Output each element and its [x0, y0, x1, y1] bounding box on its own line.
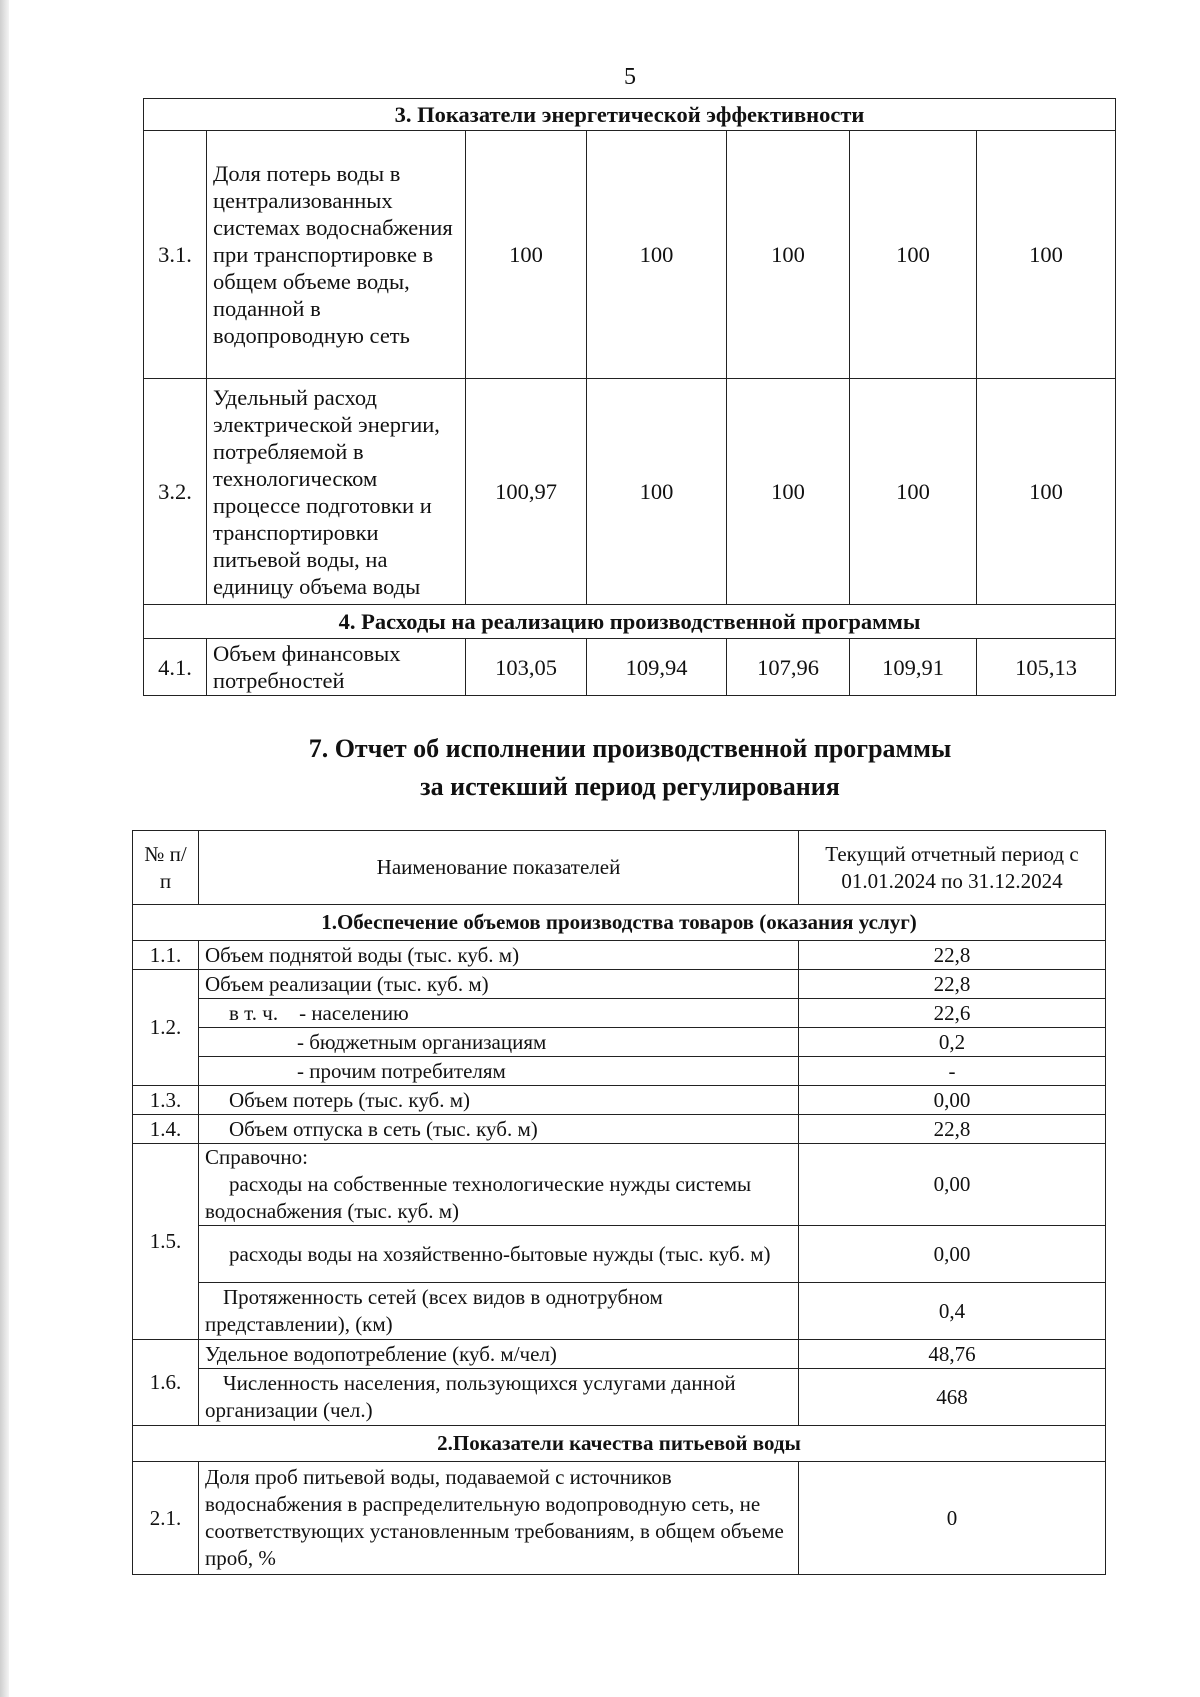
report-title [0, 730, 1200, 806]
row-number: 1.3. [133, 1086, 199, 1115]
table-row [144, 131, 1116, 379]
value-cell: 100 [977, 379, 1116, 605]
scan-edge [0, 0, 9, 1697]
row-number: 2.1. [133, 1462, 199, 1575]
table-row [133, 1340, 1106, 1369]
table-row [133, 1462, 1106, 1575]
table-row [144, 639, 1116, 696]
row-number: 1.6. [133, 1340, 199, 1426]
row-name-text: расходы на собственные технологические нужды системы водоснабжения (тыс. куб. м) [205, 1172, 752, 1223]
page-number: 5 [624, 64, 636, 90]
section-1-title: 1.Обеспечение объемов производства товаров (оказания услуг) [133, 905, 1106, 941]
value-cell: 22,6 [799, 999, 1106, 1028]
table-row [133, 1226, 1106, 1283]
value-cell: 100,97 [466, 379, 587, 605]
value-cell: 0,4 [799, 1283, 1106, 1340]
section-4-title: 4. Расходы на реализацию производственной программы [144, 605, 1116, 639]
table-row [133, 1369, 1106, 1426]
row-number: 4.1. [144, 639, 207, 696]
value-cell: 100 [587, 131, 727, 379]
row-name: Объем финансовых потребностей [207, 639, 466, 696]
value-cell: 0,00 [799, 1226, 1106, 1283]
section-2-title: 2.Показатели качества питьевой воды [133, 1426, 1106, 1462]
value-cell: 100 [850, 379, 977, 605]
value-cell: 48,76 [799, 1340, 1106, 1369]
value-cell: 22,8 [799, 1115, 1106, 1144]
row-name: в т. ч. - населению [199, 999, 799, 1028]
value-cell: - [799, 1057, 1106, 1086]
row-name: - прочим потребителям [199, 1057, 799, 1086]
row-name [199, 1144, 799, 1226]
row-number: 1.5. [133, 1144, 199, 1340]
value-cell: 105,13 [977, 639, 1116, 696]
table-row [133, 1057, 1106, 1086]
header-num: № п/п [133, 831, 199, 905]
row-name: Доля потерь воды в централизованных системах водоснабжения при транспортировке в общем объеме воды, поданной в водопроводную сеть [207, 131, 466, 379]
table-row [133, 1086, 1106, 1115]
row-name: Протяженность сетей (всех видов в однотрубном представлении), (км) [199, 1283, 799, 1340]
table-row [133, 1144, 1106, 1226]
table-row [133, 1028, 1106, 1057]
value-cell: 22,8 [799, 941, 1106, 970]
value-cell: 109,91 [850, 639, 977, 696]
value-cell: 100 [727, 379, 850, 605]
value-cell: 100 [466, 131, 587, 379]
row-number: 1.1. [133, 941, 199, 970]
energy-efficiency-table [143, 98, 1116, 696]
row-number: 1.2. [133, 970, 199, 1086]
value-cell: 100 [977, 131, 1116, 379]
value-cell: 0 [799, 1462, 1106, 1575]
value-cell: 109,94 [587, 639, 727, 696]
value-cell: 0,00 [799, 1086, 1106, 1115]
table-row [133, 941, 1106, 970]
reference-label: Справочно: [205, 1145, 308, 1169]
row-name: Объем потерь (тыс. куб. м) [199, 1086, 799, 1115]
table-row [133, 970, 1106, 999]
row-number: 1.4. [133, 1115, 199, 1144]
value-cell: 22,8 [799, 970, 1106, 999]
row-name: Удельное водопотребление (куб. м/чел) [199, 1340, 799, 1369]
table-row [133, 1115, 1106, 1144]
row-number: 3.1. [144, 131, 207, 379]
report-title-line2: за истекший период регулирования [420, 772, 840, 801]
value-cell: 0,2 [799, 1028, 1106, 1057]
table-row [144, 379, 1116, 605]
value-cell: 100 [850, 131, 977, 379]
value-cell: 468 [799, 1369, 1106, 1426]
header-name: Наименование показателей [199, 831, 799, 905]
value-cell: 103,05 [466, 639, 587, 696]
table-row [133, 999, 1106, 1028]
value-cell: 100 [727, 131, 850, 379]
row-name: Объем поднятой воды (тыс. куб. м) [199, 941, 799, 970]
report-title-line1: 7. Отчет об исполнении производственной программы [308, 734, 952, 763]
report-table [132, 830, 1106, 1575]
value-cell: 107,96 [727, 639, 850, 696]
row-name: Численность населения, пользующихся услугами данной организации (чел.) [199, 1369, 799, 1426]
row-name: - бюджетным организациям [199, 1028, 799, 1057]
row-number: 3.2. [144, 379, 207, 605]
section-3-title: 3. Показатели энергетической эффективности [144, 99, 1116, 131]
row-name: Объем отпуска в сеть (тыс. куб. м) [199, 1115, 799, 1144]
header-period: Текущий отчетный период с 01.01.2024 по 31.12.2024 [799, 831, 1106, 905]
value-cell: 100 [587, 379, 727, 605]
value-cell: 0,00 [799, 1144, 1106, 1226]
row-name: расходы воды на хозяйственно-бытовые нужды (тыс. куб. м) [199, 1226, 799, 1283]
row-name: Удельный расход электрической энергии, потребляемой в технологическом процессе подготовки и транспортировки питьевой воды, на единицу объема воды [207, 379, 466, 605]
table-row [133, 1283, 1106, 1340]
row-name: Объем реализации (тыс. куб. м) [199, 970, 799, 999]
row-name: Доля проб питьевой воды, подаваемой с источников водоснабжения в распределительную водопроводную сеть, не соответствующих установленным требованиям, в общем объеме проб, % [199, 1462, 799, 1575]
